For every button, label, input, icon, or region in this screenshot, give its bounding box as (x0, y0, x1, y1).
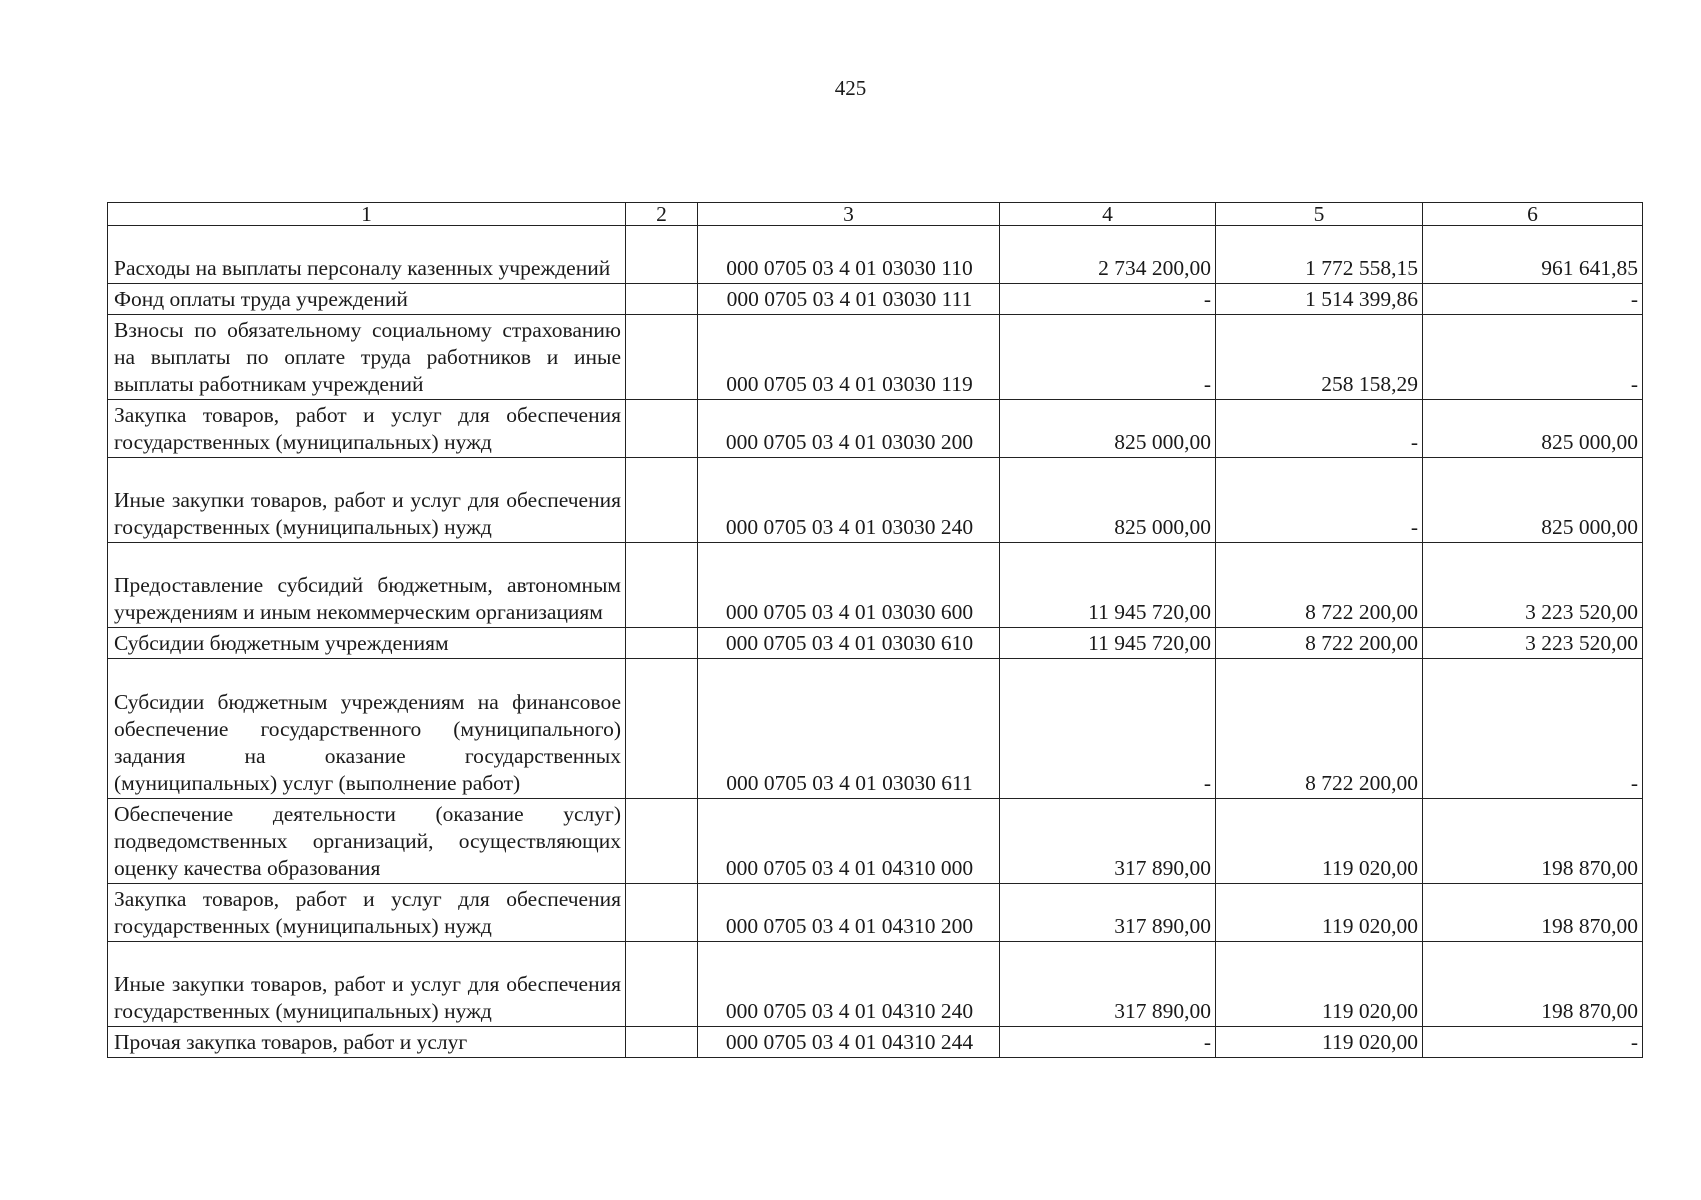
page-number: 425 (834, 76, 867, 100)
row-code: 000 0705 03 4 01 03030 600 (698, 542, 1000, 627)
row-col-4: 317 890,00 (1000, 798, 1216, 883)
row-col-6: 198 870,00 (1423, 798, 1643, 883)
row-name: Фонд оплаты труда учреждений (108, 284, 626, 315)
row-name: Субсидии бюджетным учреждениям (108, 627, 626, 658)
row-code: 000 0705 03 4 01 03030 111 (698, 284, 1000, 315)
row-col-2 (626, 798, 698, 883)
row-code: 000 0705 03 4 01 03030 240 (698, 457, 1000, 542)
row-name: Взносы по обязательному социальному страхованию на выплаты по оплате труда работников и иные выплаты работникам учреждений (108, 314, 626, 399)
row-col-5: - (1216, 399, 1423, 457)
row-code: 000 0705 03 4 01 03030 119 (698, 314, 1000, 399)
row-col-5: 119 020,00 (1216, 1026, 1423, 1057)
row-name: Субсидии бюджетным учреждениям на финансовое обеспечение государственного (муниципального) задания на оказание государственных (муниципальных) услуг (выполнение работ) (108, 658, 626, 798)
table-row (108, 226, 1643, 284)
table-row (108, 658, 1643, 798)
row-col-4: 825 000,00 (1000, 399, 1216, 457)
row-col-4: 317 890,00 (1000, 883, 1216, 941)
row-col-4: 317 890,00 (1000, 941, 1216, 1026)
row-name: Предоставление субсидий бюджетным, автономным учреждениям и иным некоммерческим организациям (108, 542, 626, 627)
row-col-2 (626, 658, 698, 798)
header-col-6: 6 (1423, 203, 1643, 226)
row-col-2 (626, 883, 698, 941)
header-row (108, 203, 1643, 226)
row-col-6: 961 641,85 (1423, 226, 1643, 284)
row-col-6: 198 870,00 (1423, 941, 1643, 1026)
budget-table (107, 202, 1643, 1058)
row-col-5: - (1216, 457, 1423, 542)
table-row (108, 883, 1643, 941)
row-name: Расходы на выплаты персоналу казенных учреждений (108, 226, 626, 284)
row-col-6: 198 870,00 (1423, 883, 1643, 941)
row-col-6: - (1423, 314, 1643, 399)
row-col-4: - (1000, 284, 1216, 315)
row-col-2 (626, 542, 698, 627)
row-col-2 (626, 284, 698, 315)
table-row (108, 542, 1643, 627)
row-col-4: 2 734 200,00 (1000, 226, 1216, 284)
header-col-3: 3 (698, 203, 1000, 226)
row-col-4: - (1000, 658, 1216, 798)
row-col-5: 1 514 399,86 (1216, 284, 1423, 315)
row-name: Закупка товаров, работ и услуг для обеспечения государственных (муниципальных) нужд (108, 399, 626, 457)
row-col-6: 825 000,00 (1423, 399, 1643, 457)
row-col-5: 119 020,00 (1216, 798, 1423, 883)
table-row (108, 798, 1643, 883)
table-row (108, 941, 1643, 1026)
header-col-5: 5 (1216, 203, 1423, 226)
row-col-6: 3 223 520,00 (1423, 542, 1643, 627)
row-col-5: 119 020,00 (1216, 883, 1423, 941)
row-code: 000 0705 03 4 01 03030 200 (698, 399, 1000, 457)
header-col-1: 1 (108, 203, 626, 226)
row-col-4: - (1000, 314, 1216, 399)
row-code: 000 0705 03 4 01 03030 610 (698, 627, 1000, 658)
row-name: Иные закупки товаров, работ и услуг для обеспечения государственных (муниципальных) нужд (108, 457, 626, 542)
table-row (108, 627, 1643, 658)
row-col-4: 11 945 720,00 (1000, 542, 1216, 627)
table-row (108, 399, 1643, 457)
row-code: 000 0705 03 4 01 03030 611 (698, 658, 1000, 798)
row-col-5: 1 772 558,15 (1216, 226, 1423, 284)
row-col-6: - (1423, 658, 1643, 798)
row-col-2 (626, 941, 698, 1026)
row-col-6: - (1423, 284, 1643, 315)
row-col-4: - (1000, 1026, 1216, 1057)
header-col-4: 4 (1000, 203, 1216, 226)
row-col-5: 8 722 200,00 (1216, 658, 1423, 798)
row-code: 000 0705 03 4 01 04310 240 (698, 941, 1000, 1026)
table-row (108, 1026, 1643, 1057)
row-col-6: 3 223 520,00 (1423, 627, 1643, 658)
row-name: Прочая закупка товаров, работ и услуг (108, 1026, 626, 1057)
table-row (108, 314, 1643, 399)
row-code: 000 0705 03 4 01 03030 110 (698, 226, 1000, 284)
row-col-6: - (1423, 1026, 1643, 1057)
row-col-5: 8 722 200,00 (1216, 542, 1423, 627)
row-col-2 (626, 457, 698, 542)
header-col-2: 2 (626, 203, 698, 226)
row-col-6: 825 000,00 (1423, 457, 1643, 542)
row-col-2 (626, 314, 698, 399)
row-col-2 (626, 627, 698, 658)
row-col-5: 119 020,00 (1216, 941, 1423, 1026)
row-code: 000 0705 03 4 01 04310 000 (698, 798, 1000, 883)
row-name: Иные закупки товаров, работ и услуг для обеспечения государственных (муниципальных) нужд (108, 941, 626, 1026)
row-name: Обеспечение деятельности (оказание услуг) подведомственных организаций, осуществляющих оценку качества образования (108, 798, 626, 883)
row-code: 000 0705 03 4 01 04310 244 (698, 1026, 1000, 1057)
row-col-5: 258 158,29 (1216, 314, 1423, 399)
row-col-2 (626, 226, 698, 284)
row-col-2 (626, 399, 698, 457)
row-code: 000 0705 03 4 01 04310 200 (698, 883, 1000, 941)
row-col-4: 11 945 720,00 (1000, 627, 1216, 658)
row-col-2 (626, 1026, 698, 1057)
table-row (108, 284, 1643, 315)
row-col-5: 8 722 200,00 (1216, 627, 1423, 658)
table-row (108, 457, 1643, 542)
row-col-4: 825 000,00 (1000, 457, 1216, 542)
row-name: Закупка товаров, работ и услуг для обеспечения государственных (муниципальных) нужд (108, 883, 626, 941)
